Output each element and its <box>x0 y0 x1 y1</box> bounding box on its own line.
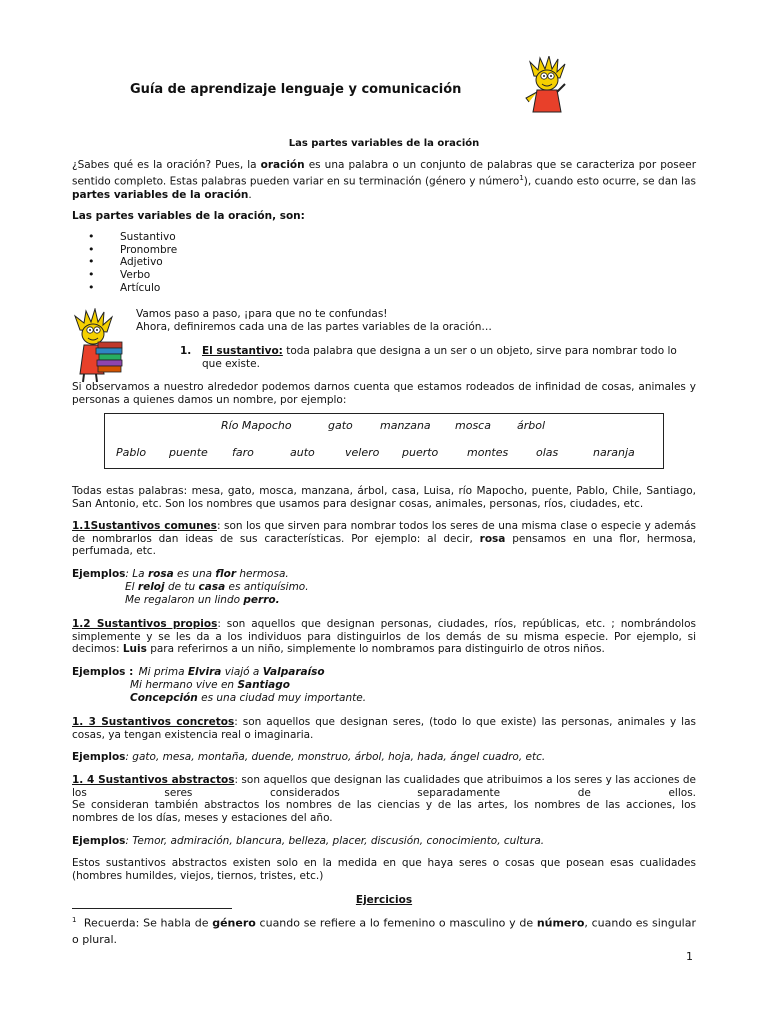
numbered-index: 1. <box>180 345 192 357</box>
sustantivos-comunes-paragraph: 1.1Sustantivos comunes: son los que sirven para nombrar todos los seres de una misma clase o especie y además de nombrarlos dan ideas de sus características. Por ejemplo: al decir, rosa pensamos en una flor, hermosa, perfumada, etc. <box>72 520 696 557</box>
page-title: Guía de aprendizaje lenguaje y comunicación <box>130 82 462 97</box>
list-item: • Pronombre <box>92 244 177 257</box>
sustantivos-concretos-paragraph: 1. 3 Sustantivos concretos: son aquellos que designan seres, (todo lo que existe) las personas, animales y las cosas, ya tengan existencia real o imaginaria. <box>72 716 697 741</box>
observe-paragraph: Si observamos a nuestro alrededor podemos darnos cuenta que estamos rodeados de infinidad de cosas, animales y personas a quienes damos un nombre, por ejemplo: <box>72 381 696 406</box>
example-word: naranja <box>593 446 635 459</box>
sustantivo-definition: El sustantivo: toda palabra que designa a un ser o un objeto, sirve para nombrar todo lo que existe. <box>202 345 677 370</box>
example-word: manzana <box>380 419 431 432</box>
example-words-box <box>104 413 664 469</box>
all-words-paragraph: Todas estas palabras: mesa, gato, mosca, manzana, árbol, casa, Luisa, río Mapocho, puente, Pablo, Chile, Santiago, San Antonio, etc. Son los nombres que usamos para designar cosas, animales, personas, ríos, ciudades, etc. <box>72 485 696 510</box>
example-word: faro <box>232 446 254 459</box>
example-word: mosca <box>455 419 491 432</box>
page-number: 1 <box>686 950 693 963</box>
example-word: velero <box>345 446 380 459</box>
examples-abstractos: Ejemplos: Temor, admiración, blancura, belleza, placer, discusión, conocimiento, cultura. <box>72 835 545 847</box>
example-word: Pablo <box>116 446 147 459</box>
list-item: • Artículo <box>92 282 177 295</box>
exercises-heading: Ejercicios <box>355 894 413 906</box>
intro-paragraph: ¿Sabes qué es la oración? Pues, la oración es una palabra o un conjunto de palabras que se caracteriza por poseer sentido completo. Estas palabras pueden variar en su terminación (género y número$^1$), cuando esto ocurre, se dan las partes variables de la oración. <box>72 159 697 201</box>
example-word: gato <box>328 419 353 432</box>
examples-propios: Ejemplos : Mi prima Elvira viajó a Valparaíso Mi hermano vive en Santiago Concepción es una ciudad muy importante. <box>72 666 367 704</box>
example-word: Río Mapocho <box>221 419 292 432</box>
footnote: $^1$ Recuerda: Se habla de género cuando se refiere a lo femenino o masculino y de número, cuando es singular o plural. <box>72 916 696 946</box>
step-line-2: Ahora, definiremos cada una de las partes variables de la oración… <box>136 321 492 333</box>
example-word: árbol <box>517 419 546 432</box>
example-word: puente <box>169 446 208 459</box>
example-word: montes <box>467 446 509 459</box>
sustantivos-abstractos-paragraph: 1. 4 Sustantivos abstractos: son aquellos que designan las cualidades que atribuimos a los seres y las acciones de los seres considerados separadamente de ellos. Se consideran también abstractos los nombres de las ciencias y de las artes, los nombres de las acciones, los nombres de los días, meses y estaciones del año. <box>72 774 696 824</box>
example-word: olas <box>536 446 559 459</box>
examples-concretos: Ejemplos: gato, mesa, montaña, duende, monstruo, árbol, hoja, hada, ángel cuadro, etc. <box>72 751 546 763</box>
examples-comunes: Ejemplos: La rosa es una flor hermosa. El reloj de tu casa es antiquísimo. Me regalaron un lindo perro. <box>72 568 309 606</box>
example-word: puerto <box>402 446 439 459</box>
footnote-divider <box>72 908 232 909</box>
closing-paragraph: Estos sustantivos abstractos existen solo en la medida en que haya seres o cosas que posean esas cualidades (hombres humildes, viejos, tiernos, tristes, etc.) <box>72 857 696 882</box>
lisa-simpson-image <box>520 56 572 114</box>
lisa-with-books-image <box>66 308 128 384</box>
list-item: • Verbo <box>92 269 177 282</box>
parts-list <box>92 231 177 294</box>
step-line-1: Vamos paso a paso, ¡para que no te confundas! <box>136 308 388 320</box>
list-heading: Las partes variables de la oración, son: <box>72 210 305 222</box>
list-item: • Adjetivo <box>92 256 177 269</box>
sustantivos-propios-paragraph: 1.2 Sustantivos propios: son aquellos que designan personas, ciudades, ríos, repúblicas, etc. ; nombrándolos simplemente y se les da a los individuos para distinguirlos de los demás de su misma especie. Por ejemplo, si decimos: Luis para referirnos a un niño, simplemente lo nombramos para distinguirlo de otros niños. <box>72 618 696 655</box>
example-word: auto <box>290 446 315 459</box>
list-item: • Sustantivo <box>92 231 177 244</box>
section-title: Las partes variables de la oración <box>288 138 480 149</box>
